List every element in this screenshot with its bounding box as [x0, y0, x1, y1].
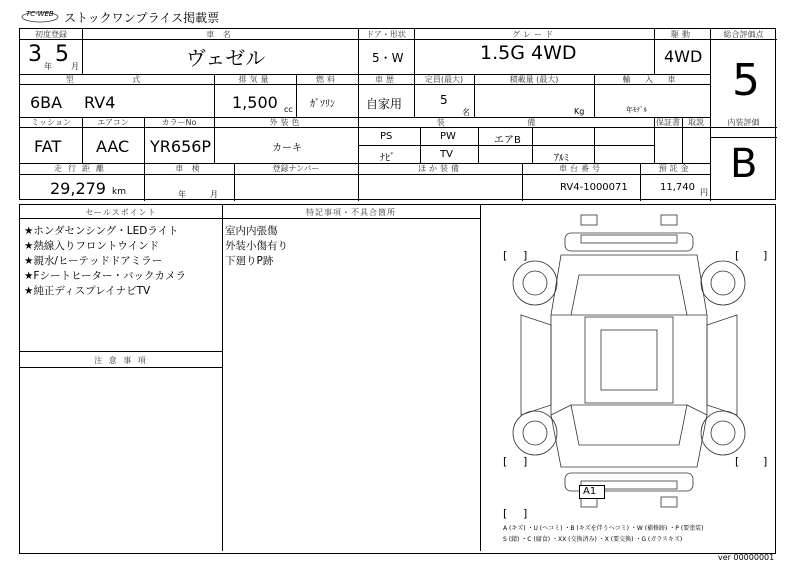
equip-navi: ﾅﾋﾞ	[380, 153, 395, 164]
sales-point-2: ★熱線入りフロントウインド	[24, 240, 160, 252]
label-warranty: 保証書	[656, 118, 680, 127]
unit-kg: Kg	[574, 107, 585, 116]
value-mileage: 29,279	[50, 179, 106, 198]
unit-km: km	[112, 187, 126, 197]
unit-inspection-month: 月	[210, 190, 218, 199]
unit-cc: cc	[284, 105, 293, 114]
label-drive: 駆動	[671, 30, 693, 39]
bracket-fl-close: ]	[523, 249, 528, 262]
value-capacity: 5	[440, 93, 448, 107]
bracket-bottom-close: ]	[523, 507, 528, 520]
bracket-fr-close: ]	[763, 249, 768, 262]
value-month: 5	[55, 42, 69, 67]
label-cautions: 注 意 事 項	[94, 356, 148, 365]
bracket-bottom-open: [	[503, 507, 508, 520]
bracket-fl-open: [	[503, 249, 508, 262]
sales-point-4: ★Fシートヒーター・バックカメラ	[24, 270, 187, 282]
value-color-no: YR656P	[150, 137, 212, 156]
unit-year: 年	[44, 62, 52, 71]
label-exterior: 外装色	[269, 118, 303, 127]
logo	[20, 9, 60, 23]
label-car-name: 車 名	[206, 30, 234, 39]
value-model-prefix: 6BA	[30, 93, 63, 112]
sales-point-3: ★親水/ヒーテッドドアミラー	[24, 255, 163, 267]
special-note-1: 室内内張傷	[225, 225, 278, 237]
sales-point-5: ★純正ディスプレイナビTV	[24, 285, 151, 297]
legend-line-2: S (錆) ・C (腐食) ・XX (交換済み) ・X (要交換) ・G (ガラスキズ)	[503, 536, 683, 543]
label-other-equip: ほか装備	[418, 164, 462, 173]
label-model: 型 式	[65, 75, 169, 84]
unit-yen: 円	[700, 188, 708, 197]
label-displacement: 排気量	[238, 75, 272, 84]
label-load: 積載量 (最大)	[509, 75, 559, 84]
label-deposit: 預託金	[658, 164, 692, 173]
label-interior-score: 内装評価	[727, 118, 760, 127]
lower-section	[19, 204, 776, 554]
logo-text: TC-WEB	[26, 10, 54, 18]
damage-mark-a1-text: A1	[583, 486, 597, 497]
equip-airbag: エアB	[494, 135, 521, 146]
label-equipment: 装 備	[436, 118, 576, 127]
label-usage: 車歴	[375, 75, 397, 84]
value-overall-score: 5	[732, 55, 760, 106]
label-grade: グレード	[512, 30, 556, 39]
bracket-rr-open: [	[735, 455, 740, 468]
label-chassis: 車台番号	[559, 164, 603, 173]
label-door-type: ドア・形状	[366, 30, 406, 39]
sales-point-1: ★ホンダセンシング・LEDライト	[24, 225, 179, 237]
value-usage: 自家用	[366, 97, 403, 111]
label-first-reg: 初度登録	[35, 30, 67, 39]
bracket-fr-open: [	[735, 249, 740, 262]
label-sales-points: セールスポイント	[85, 208, 157, 217]
value-door: 5・W	[372, 51, 404, 65]
value-grade: 1.5G 4WD	[480, 42, 577, 64]
bracket-rl-open: [	[503, 455, 508, 468]
bracket-rl-close: ]	[523, 455, 528, 468]
value-mission: FAT	[34, 137, 62, 156]
label-manual: 取説	[688, 118, 704, 127]
car-diagram	[481, 205, 777, 551]
main-table	[19, 28, 776, 200]
value-aircon: AAC	[96, 137, 130, 156]
label-import: 輸 入 車	[622, 75, 682, 84]
label-overall-score: 総合評価点	[723, 30, 764, 39]
equip-ps: PS	[380, 131, 393, 142]
value-interior-score: B	[730, 141, 758, 187]
bracket-rr-close: ]	[763, 455, 768, 468]
value-year: 3	[28, 42, 42, 67]
equip-alumi: ｱﾙﾐ	[554, 153, 569, 164]
special-note-3: 下廻りP跡	[225, 255, 274, 267]
label-mileage: 走行距離	[54, 164, 110, 173]
unit-month: 月	[71, 62, 79, 71]
value-fuel: ｶﾞｿﾘﾝ	[310, 99, 335, 110]
unit-persons: 名	[462, 108, 470, 117]
label-reg-number: 登録ナンバー	[272, 164, 320, 173]
legend-line-1: A (キズ) ・U (ヘコミ) ・B (キズを伴うヘコミ) ・W (補修跡) ・P (要塗装)	[503, 525, 704, 532]
label-color-no: カラーNo	[161, 118, 197, 127]
label-aircon: エアコン	[97, 118, 129, 127]
equip-tv: TV	[440, 149, 453, 160]
damage-mark-a1	[579, 485, 605, 499]
value-deposit: 11,740	[660, 182, 695, 193]
label-capacity: 定員(最大)	[424, 75, 464, 84]
special-note-2: 外装小傷有り	[225, 240, 288, 252]
label-inspection: 車 検	[175, 164, 203, 173]
equip-pw: PW	[440, 131, 456, 142]
label-special-notes: 特記事項・不具合箇所	[306, 208, 396, 217]
value-displacement: 1,500	[232, 93, 278, 112]
unit-inspection-year: 年	[178, 190, 186, 199]
unit-model-year: 年ﾓﾃﾞﾙ	[626, 106, 647, 114]
value-car-name: ヴェゼル	[186, 46, 266, 70]
label-mission: ミッション	[31, 118, 71, 127]
value-chassis: RV4-1000071	[560, 182, 628, 193]
page-title: ストックワンプライス掲載票	[64, 11, 220, 25]
version-label: ver 00000001	[718, 553, 775, 562]
value-drive: 4WD	[664, 47, 703, 66]
label-fuel: 燃料	[316, 75, 338, 84]
value-exterior: カーキ	[272, 143, 302, 154]
value-model: RV4	[84, 93, 116, 112]
